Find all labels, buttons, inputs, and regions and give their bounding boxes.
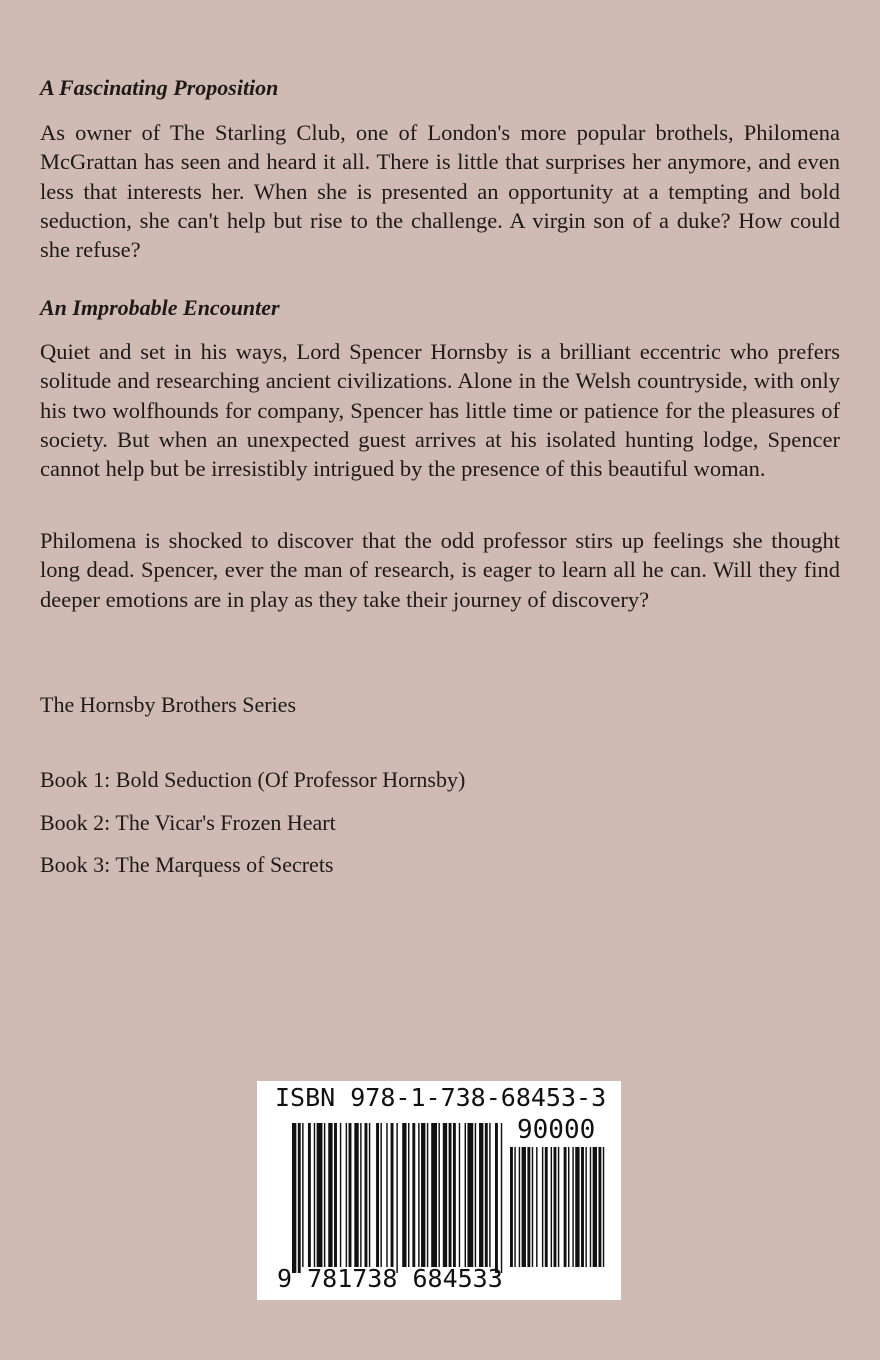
isbn-label: ISBN 978-1-738-68453-3 [275, 1083, 607, 1112]
addon-bar [554, 1147, 557, 1267]
addon-bar [593, 1147, 597, 1267]
addon-bar [590, 1147, 591, 1267]
addon-bar [536, 1147, 537, 1267]
barcode-bar [386, 1123, 387, 1267]
barcode-bar [479, 1123, 483, 1267]
barcode-bar [328, 1123, 332, 1267]
addon-bar [598, 1147, 601, 1267]
addon-bar [572, 1147, 573, 1267]
section-heading-encounter: An Improbable Encounter [40, 295, 280, 320]
barcode-bar [292, 1123, 296, 1273]
barcode-bar [431, 1123, 437, 1267]
barcode-bar [396, 1123, 397, 1273]
barcode-bar [438, 1123, 439, 1267]
barcode-bar [475, 1123, 476, 1267]
addon-bar [581, 1147, 584, 1267]
barcode-bar [408, 1123, 409, 1267]
addon-bar [510, 1147, 513, 1267]
addon-bar [522, 1147, 526, 1267]
barcode-bar [380, 1123, 381, 1267]
barcode-bar [489, 1123, 490, 1267]
encounter-paragraph: Quiet and set in his ways, Lord Spencer Hornsby is a brilliant eccentric who prefers solitude and researching ancient civilizations. Alone in the Welsh countryside, with only his two wolfhounds for company, Spencer has little time or patience for the pleasures of society. But when an unexpected guest arrives at his isolated hunting lodge, Spencer cannot help but be irresistibly intrigued by the presence of this beautiful woman. [40, 339, 840, 482]
barcode-bar [391, 1123, 394, 1267]
barcode-bar [314, 1123, 315, 1267]
barcode-bar [324, 1123, 325, 1267]
addon-bar [585, 1147, 586, 1267]
addon-bar [558, 1147, 559, 1267]
discovery-paragraph: Philomena is shocked to discover that the odd professor stirs up feelings she thought long dead. Spencer, ever the man of research, is eager to learn all he can. Will they find deeper emotions are in play as they take their journey of discovery? [40, 528, 840, 612]
series-book-1: Book 1: Bold Seduction (Of Professor Hornsby) [40, 767, 466, 792]
barcode-bar [376, 1123, 379, 1267]
barcode-bar [369, 1123, 370, 1267]
addon-bar [575, 1147, 579, 1267]
barcode-bar [317, 1123, 323, 1267]
barcode-bar [365, 1123, 368, 1267]
addon-bar [527, 1147, 530, 1267]
barcode-bar [501, 1123, 502, 1273]
barcode-bar [402, 1123, 406, 1267]
barcode-bar [453, 1123, 456, 1267]
barcode-bar [412, 1123, 415, 1267]
barcode-bar [443, 1123, 447, 1267]
barcode-bar [308, 1123, 311, 1267]
addon-bar [568, 1147, 569, 1267]
addon-bar [514, 1147, 515, 1267]
addon-bar [603, 1147, 604, 1267]
series-title: The Hornsby Brothers Series [40, 692, 297, 717]
barcode-bar [340, 1123, 341, 1267]
barcode-bar [459, 1123, 460, 1267]
barcode-bar [465, 1123, 466, 1267]
proposition-paragraph: As owner of The Starling Club, one of London's more popular brothels, Philomena McGrattan has seen and heard it all. There is little that surprises her anymore, and even less that interests her. When she is presented an opportunity at a tempting and bold seduction, she can't help but rise to the challenge. A virgin son of a duke? How could she refuse? [40, 120, 840, 263]
barcode-bar [298, 1123, 301, 1273]
price-addon-label: 90000 [517, 1115, 596, 1145]
barcode-bar [302, 1123, 303, 1267]
addon-bar [545, 1147, 548, 1267]
addon-bar [542, 1147, 543, 1267]
addon-bar [564, 1147, 567, 1267]
barcode-bar [346, 1123, 347, 1267]
ean-digits: 9 781738 684533 [277, 1264, 503, 1293]
addon-bar [551, 1147, 552, 1267]
addon-bar [519, 1147, 520, 1267]
barcode-bar [449, 1123, 452, 1267]
barcode-bar [427, 1123, 428, 1267]
addon-bar [532, 1147, 533, 1267]
section-heading-proposition: A Fascinating Proposition [40, 75, 279, 100]
barcode-bar [485, 1123, 488, 1267]
barcode-bar [421, 1123, 425, 1267]
barcode-bar [360, 1123, 361, 1267]
barcode-bar [418, 1123, 419, 1267]
series-book-2: Book 2: The Vicar's Frozen Heart [40, 810, 336, 835]
barcode-bar [349, 1123, 352, 1267]
barcode-bar [467, 1123, 473, 1267]
barcode-bar [495, 1123, 498, 1273]
barcode-bar [354, 1123, 358, 1267]
isbn-barcode [257, 1081, 621, 1300]
series-book-3: Book 3: The Marquess of Secrets [40, 852, 334, 877]
barcode-bar [334, 1123, 337, 1267]
